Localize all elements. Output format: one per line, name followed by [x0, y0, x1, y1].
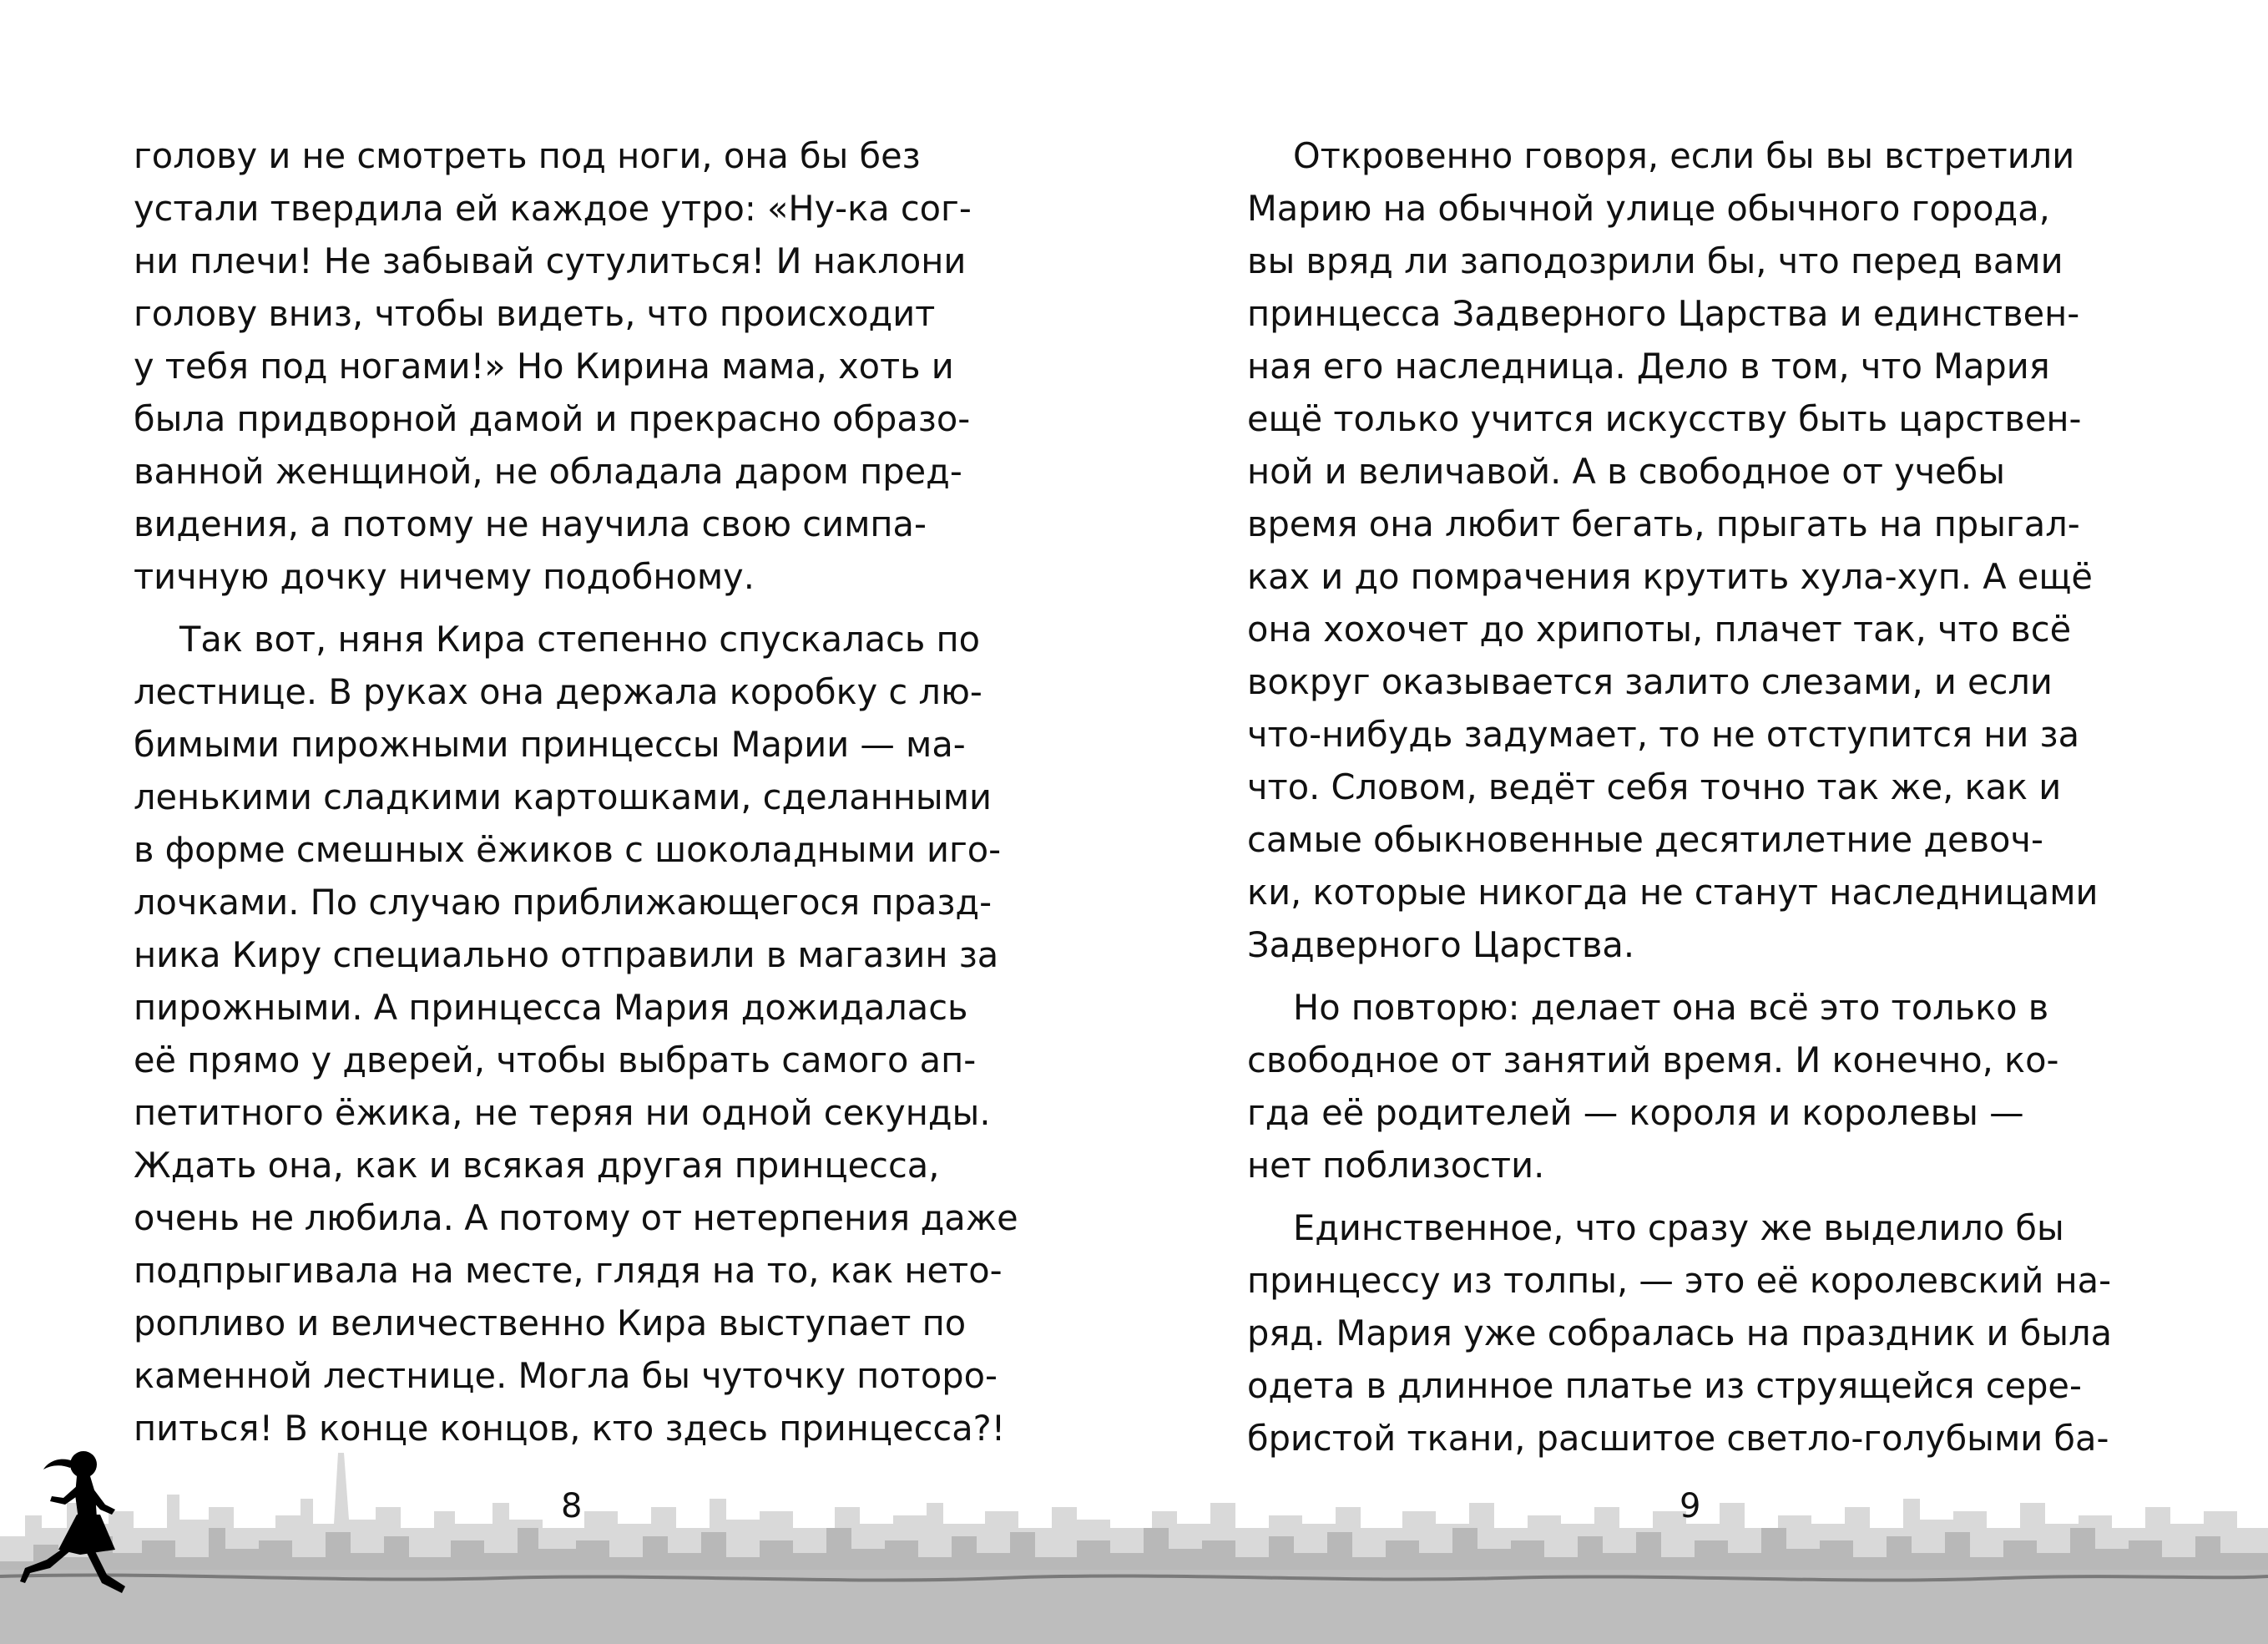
- text-line: петитного ёжика, не теряя ни одной секунды.: [134, 1092, 991, 1133]
- text-line: в форме смешных ёжиков с шоколадными иго-: [134, 829, 1002, 870]
- text-line: каменной лестнице. Могла бы чуточку поторо-: [134, 1355, 998, 1396]
- paragraph-start-line: Так вот, няня Кира степенно спускалась по: [179, 619, 981, 660]
- text-line: лочками. По случаю приближающегося празд-: [134, 882, 993, 923]
- text-line: голову и не смотреть под ноги, она бы без: [134, 135, 921, 176]
- page-number-left: 8: [561, 1487, 583, 1525]
- text-line: Задверного Царства.: [1247, 924, 1635, 965]
- right-page-text: [1247, 129, 2132, 1464]
- text-line: тичную дочку ничему подобному.: [134, 556, 755, 597]
- text-line: устали твердила ей каждое утро: «Ну-ка сог-: [134, 188, 972, 229]
- paragraph-start-line: Откровенно говоря, если бы вы встретили: [1293, 135, 2075, 176]
- left-page-text: [134, 129, 1018, 1454]
- paragraph-start-line: Единственное, что сразу же выделило бы: [1293, 1207, 2064, 1248]
- text-line: принцесса Задверного Царства и единствен-: [1247, 293, 2080, 334]
- left-page: [134, 129, 1018, 1465]
- text-line: Ждать она, как и всякая другая принцесса,: [134, 1145, 940, 1186]
- text-line: ника Киру специально отправили в магазин за: [134, 934, 999, 975]
- text-line: одета в длинное платье из струящейся сере-: [1247, 1365, 2082, 1406]
- text-line: её прямо у дверей, чтобы выбрать самого ап-: [134, 1040, 977, 1080]
- text-line: ленькими сладкими картошками, сделанными: [134, 776, 992, 817]
- text-line: время она любит бегать, прыгать на прыгал-: [1247, 503, 2080, 544]
- text-line: принцессу из толпы, — это её королевский на-: [1247, 1260, 2112, 1301]
- text-line: питься! В конце концов, кто здесь принцесса?!: [134, 1408, 1006, 1449]
- text-line: ках и до помрачения крутить хула-хуп. А ещё: [1247, 556, 2093, 597]
- text-line: самые обыкновенные десятилетние девоч-: [1247, 819, 2043, 860]
- text-line: что. Словом, ведёт себя точно так же, как и: [1247, 766, 2062, 807]
- text-line: подпрыгивала на месте, глядя на то, как нето-: [134, 1250, 1003, 1291]
- text-line: что-нибудь задумает, то не отступится ни за: [1247, 714, 2080, 755]
- paragraph-start-line: Но повторю: делает она всё это только в: [1293, 987, 2049, 1028]
- text-line: бимыми пирожными принцессы Марии — ма-: [134, 724, 966, 765]
- text-line: нет поблизости.: [1247, 1145, 1545, 1186]
- text-line: голову вниз, чтобы видеть, что происходит: [134, 293, 936, 334]
- text-line: видения, а потому не научила свою симпа-: [134, 503, 927, 544]
- text-line: ни плечи! Не забывай сутулиться! И наклони: [134, 240, 967, 281]
- text-line: очень не любила. А потому от нетерпения даже: [134, 1197, 1018, 1238]
- city-skyline-footer: [0, 1436, 2268, 1644]
- text-line: вы вряд ли заподозрили бы, что перед вами: [1247, 240, 2063, 281]
- text-line: Марию на обычной улице обычного города,: [1247, 188, 2050, 229]
- text-line: ропливо и величественно Кира выступает по: [134, 1303, 967, 1343]
- text-line: ещё только учится искусству быть царствен-: [1247, 398, 2082, 439]
- text-line: лестнице. В руках она держала коробку с лю-: [134, 671, 982, 712]
- text-line: ряд. Мария уже собралась на праздник и была: [1247, 1313, 2113, 1353]
- text-line: бристой ткани, расшитое светло-голубыми ба-: [1247, 1418, 2109, 1459]
- text-line: ванной женщиной, не обладала даром пред-: [134, 451, 962, 492]
- text-line: была придворной дамой и прекрасно образо-: [134, 398, 971, 439]
- text-line: ная его наследница. Дело в том, что Мария: [1247, 346, 2050, 387]
- text-line: у тебя под ногами!» Но Кирина мама, хоть и: [134, 346, 954, 387]
- text-line: ки, которые никогда не станут наследницами: [1247, 872, 2099, 913]
- text-line: свободное от занятий время. И конечно, ко-: [1247, 1040, 2059, 1080]
- text-line: гда её родителей — короля и королевы —: [1247, 1092, 2024, 1133]
- running-girl-silhouette: [0, 1443, 142, 1603]
- text-line: пирожными. А принцесса Мария дожидалась: [134, 987, 968, 1028]
- text-line: она хохочет до хрипоты, плачет так, что всё: [1247, 609, 2072, 650]
- right-page: [1247, 129, 2132, 1465]
- text-line: ной и величавой. А в свободное от учебы: [1247, 451, 2006, 492]
- text-line: вокруг оказывается залито слезами, и если: [1247, 661, 2053, 702]
- page-number-right: 9: [1680, 1487, 1701, 1525]
